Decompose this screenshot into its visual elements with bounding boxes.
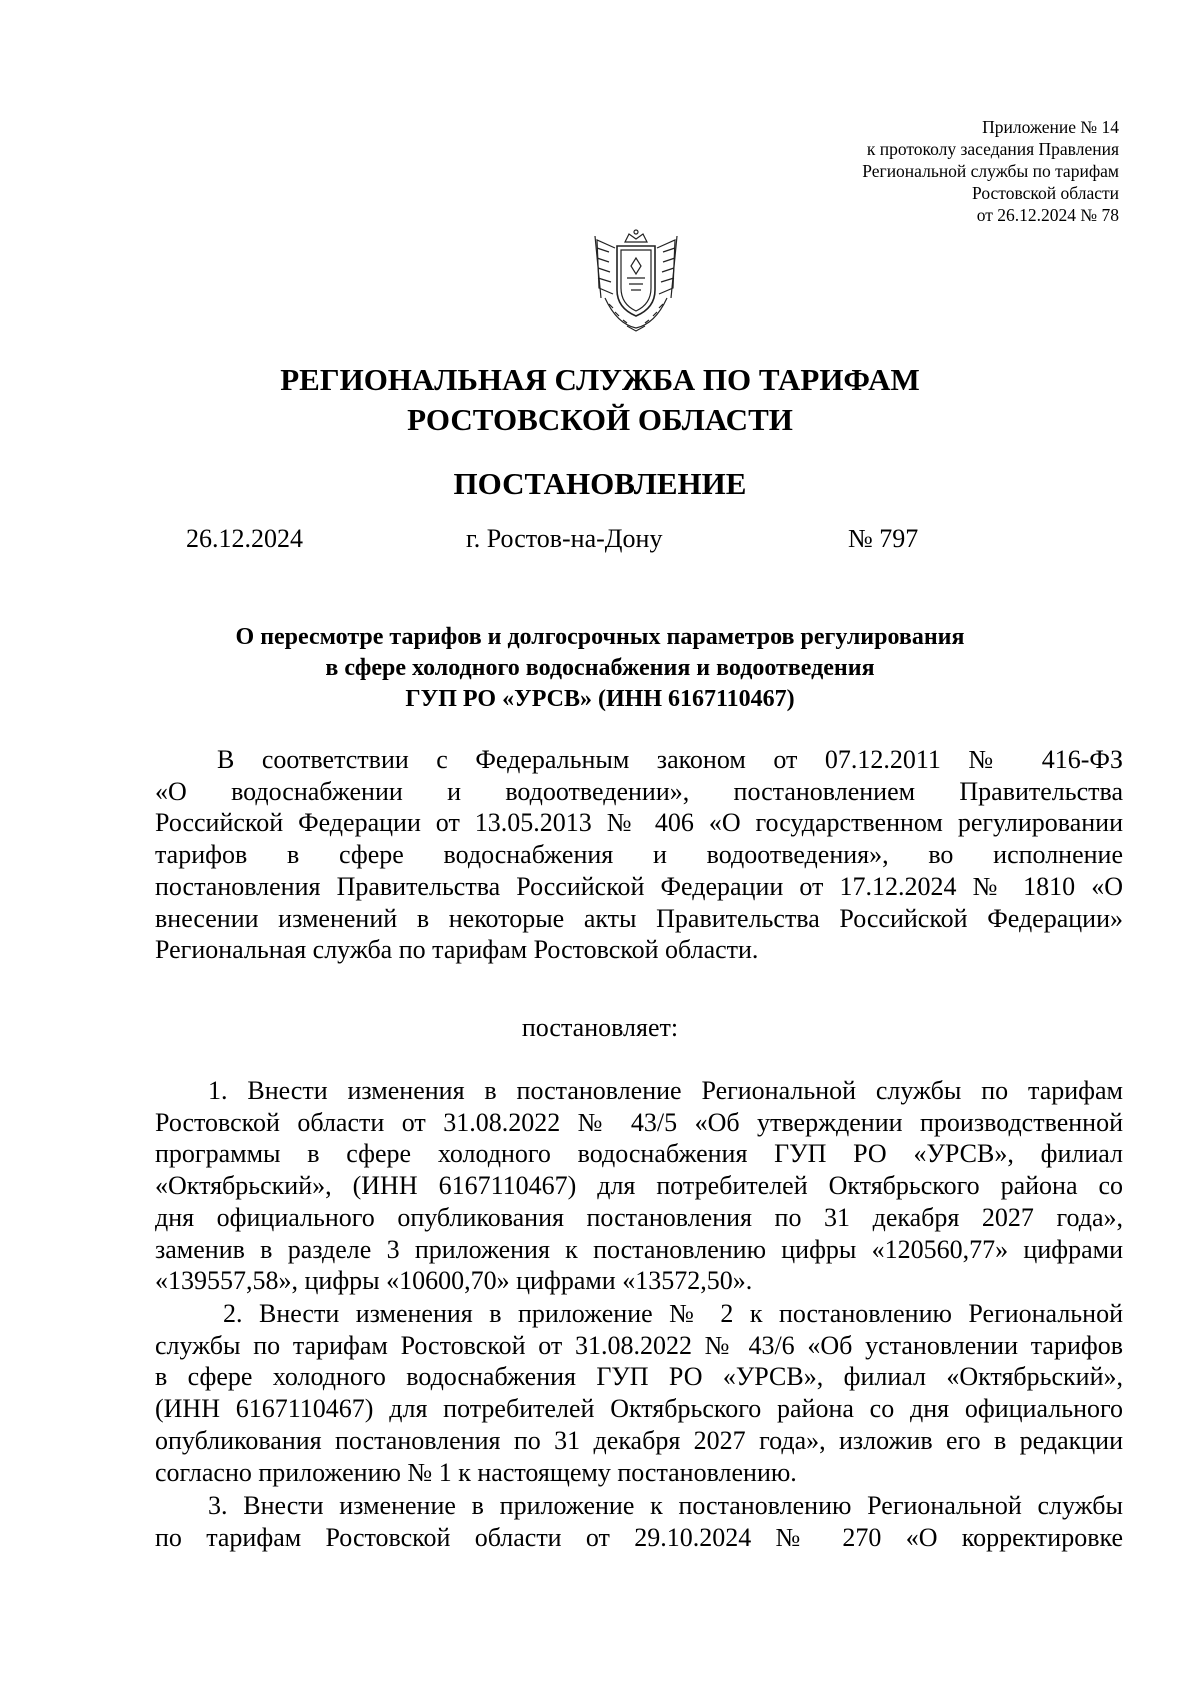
text-line: «Октябрьский», (ИНН 6167110467) для потребителей Октябрьского района со <box>155 1171 1123 1201</box>
organization-name <box>0 360 1200 440</box>
subject-line: в сфере холодного водоснабжения и водоотведения <box>325 655 875 681</box>
appendix-note <box>862 116 1119 226</box>
decree-word: постановляет: <box>521 1013 679 1042</box>
text-line: 1. Внести изменения в постановление Региональной службы по тарифам <box>208 1076 1123 1105</box>
text-line: Ростовской области от 31.08.2022 № 43/5 «Об утверждении производственной <box>155 1107 1123 1137</box>
subject-line: ГУП РО «УРСВ» (ИНН 6167110467) <box>405 686 795 712</box>
document-type: ПОСТАНОВЛЕНИЕ <box>453 466 747 501</box>
text-line: в сфере холодного водоснабжения ГУП РО «УРСВ», филиал «Октябрьский», <box>155 1362 1123 1392</box>
organization-name-line1: РЕГИОНАЛЬНАЯ СЛУЖБА ПО ТАРИФАМ <box>280 362 920 397</box>
text-line: (ИНН 6167110467) для потребителей Октябрьского района со дня официального <box>155 1394 1123 1424</box>
document-date: 26.12.2024 <box>186 524 303 553</box>
text-line: Российской Федерации от 13.05.2013 № 406 «О государственном регулировании <box>155 808 1123 838</box>
item-1-paragraph <box>155 1075 1123 1297</box>
item-2-paragraph <box>155 1298 1123 1488</box>
text-line: внесении изменений в некоторые акты Правительства Российской Федерации» <box>155 903 1123 933</box>
appendix-line: Региональной службы по тарифам <box>862 161 1119 181</box>
text-line: согласно приложению № 1 к настоящему постановлению. <box>155 1457 797 1487</box>
item-3-paragraph <box>155 1490 1123 1553</box>
text-line: постановления Правительства Российской Федерации от 17.12.2024 № 1810 «О <box>155 871 1123 901</box>
organization-name-line2: РОСТОВСКОЙ ОБЛАСТИ <box>407 402 793 437</box>
document-subject <box>0 622 1200 715</box>
document-number: № 797 <box>848 524 919 553</box>
text-line: по тарифам Ростовской области от 29.10.2024 № 270 «О корректировке <box>155 1522 1123 1552</box>
appendix-line: от 26.12.2024 № 78 <box>976 205 1119 225</box>
preamble-paragraph <box>155 744 1123 966</box>
text-line: Региональная служба по тарифам Ростовской области. <box>155 935 759 965</box>
text-line: заменив в разделе 3 приложения к постановлению цифры «120560,77» цифрами <box>155 1234 1123 1264</box>
subject-line: О пересмотре тарифов и долгосрочных параметров регулирования <box>235 624 965 650</box>
text-line: «О водоснабжении и водоотведении», постановлением Правительства <box>155 776 1123 806</box>
appendix-line: Приложение № 14 <box>982 117 1119 137</box>
text-line: службы по тарифам Ростовской от 31.08.2022 № 43/6 «Об установлении тарифов <box>155 1330 1123 1360</box>
text-line: «139557,58», цифры «10600,70» цифрами «13572,50». <box>155 1266 753 1296</box>
appendix-line: Ростовской области <box>972 183 1119 203</box>
document-place: г. Ростов-на-Дону <box>466 524 663 553</box>
text-line: опубликования постановления по 31 декабря 2027 года», изложив его в редакции <box>155 1425 1123 1455</box>
text-line: тарифов в сфере водоснабжения и водоотведения», во исполнение <box>155 840 1123 870</box>
rostov-region-coat-of-arms-icon <box>587 228 685 333</box>
text-line: программы в сфере холодного водоснабжения ГУП РО «УРСВ», филиал <box>155 1139 1123 1169</box>
text-line: 3. Внести изменение в приложение к постановлению Региональной службы <box>208 1491 1123 1520</box>
appendix-line: к протоколу заседания Правления <box>866 139 1119 159</box>
text-line: В соответствии с Федеральным законом от 07.12.2011 № 416-ФЗ <box>217 745 1123 774</box>
text-line: 2. Внести изменения в приложение № 2 к постановлению Региональной <box>223 1299 1123 1328</box>
text-line: дня официального опубликования постановления по 31 декабря 2027 года», <box>155 1202 1123 1232</box>
